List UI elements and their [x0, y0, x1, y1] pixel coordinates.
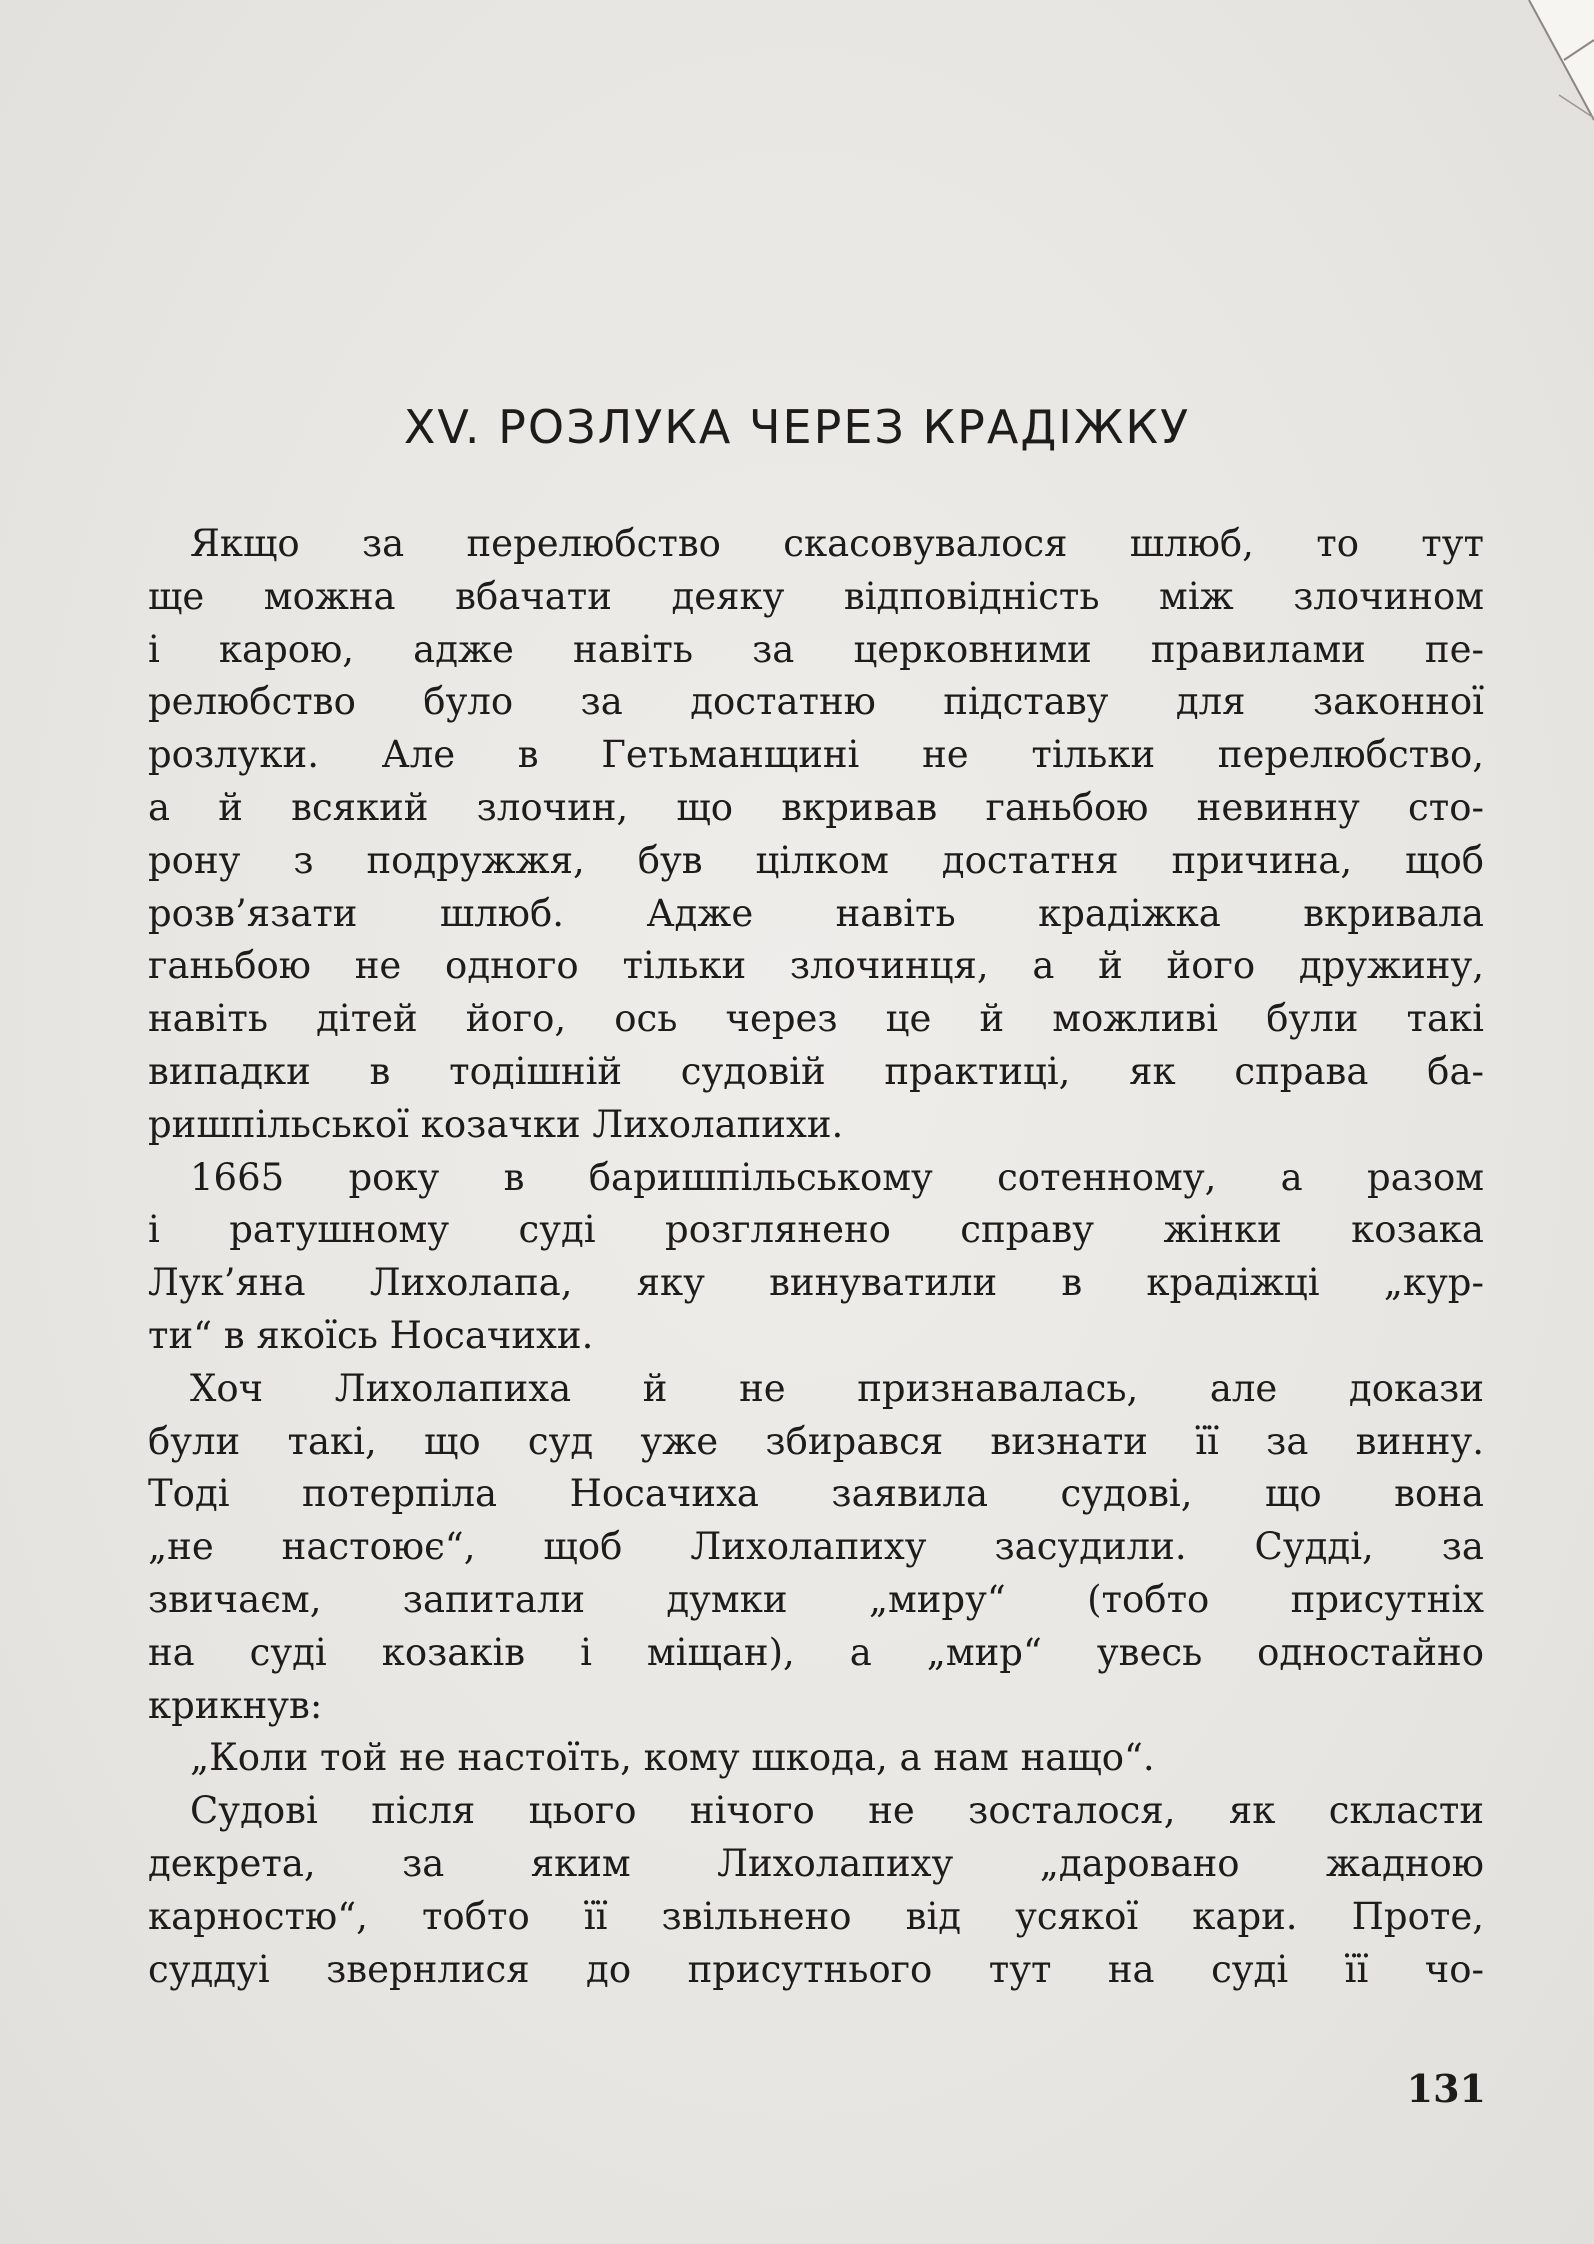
text-line: ти“ в якоїсь Носачихи. [148, 1313, 594, 1357]
folded-corner [1434, 0, 1594, 160]
text-line: і ратушному суді розглянено справу жінки козака [148, 1208, 1484, 1252]
text-line: Хоч Лихолапиха й не признавалась, але докази [190, 1366, 1484, 1410]
text-line: Судові після цього нічого не зосталося, як скласти [190, 1789, 1484, 1833]
text-line: Тоді потерпіла Носачиха заявила судові, що вона [148, 1472, 1484, 1516]
text-line: декрета, за яким Лихолапиху „даровано жадною [148, 1841, 1484, 1885]
chapter-title: XV. РОЗЛУКА ЧЕРЕЗ КРАДІЖКУ [403, 400, 1191, 454]
text-line: навіть дітей його, ось через це й можливі були такі [148, 997, 1484, 1041]
text-line: рону з подружжя, був цілком достатня причина, щоб [148, 838, 1484, 882]
text-line: 1665 року в баришпільському сотенному, а разом [190, 1155, 1484, 1199]
text-line: ще можна вбачати деяку відповідність між злочином [148, 574, 1484, 618]
text-line: крикнув: [148, 1683, 323, 1727]
text-line: карностю“, тобто її звільнено від усякої кари. Проте, [148, 1894, 1484, 1938]
text-line: „не настоює“, щоб Лихолапиху засудили. Судді, за [148, 1525, 1484, 1569]
text-line: розв’язати шлюб. Адже навіть крадіжка вкривала [148, 891, 1484, 935]
text-line: були такі, що суд уже збирався визнати її за винну. [148, 1419, 1484, 1463]
text-line: Якщо за перелюбство скасовувалося шлюб, то тут [190, 522, 1484, 565]
page-number: 131 [1406, 2066, 1486, 2111]
text-line: „Коли той не настоїть, кому шкода, а нам нащо“. [190, 1736, 1155, 1780]
text-line: релюбство було за достатню підставу для законної [148, 680, 1484, 724]
text-line: звичаєм, запитали думки „миру“ (тобто присутніх [148, 1577, 1484, 1621]
text-line: і карою, адже навіть за церковними правилами пе- [148, 627, 1484, 671]
text-line: випадки в тодішній судовій практиці, як справа ба- [148, 1049, 1484, 1093]
text-line: на суді козаків і міщан), а „мир“ увесь одностайно [148, 1630, 1484, 1674]
text-line: суддуі звернлися до присутнього тут на суді її чо- [148, 1947, 1484, 1991]
text-line: Лук’яна Лихолапа, яку винуватили в крадіжці „кур- [148, 1261, 1484, 1305]
chapter-body [148, 518, 1484, 1996]
text-line: ганьбою не одного тільки злочинця, а й його дружину, [148, 944, 1484, 988]
text-line: а й всякий злочин, що вкривав ганьбою невинну сто- [148, 785, 1484, 829]
text-line: ришпільської козачки Лихолапихи. [148, 1102, 844, 1146]
text-line: розлуки. Але в Гетьманщині не тільки перелюбство, [148, 733, 1484, 777]
